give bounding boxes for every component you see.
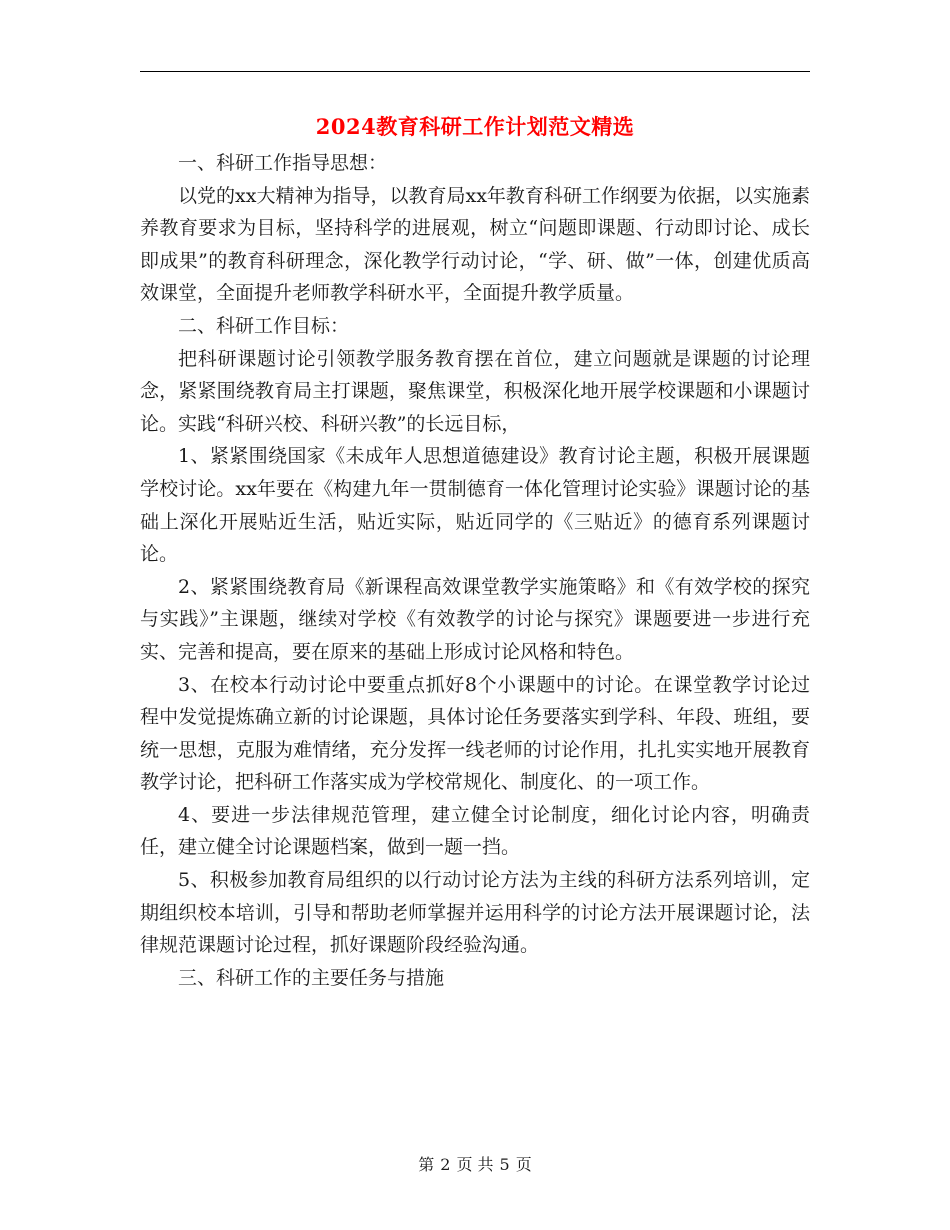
page-footer xyxy=(0,1153,950,1177)
section-heading-2: 二、科研工作目标： xyxy=(178,314,350,337)
footer-prefix: 第 xyxy=(418,1155,435,1174)
footer-suffix: 页 xyxy=(515,1155,532,1174)
footer-total-pages: 5 xyxy=(499,1155,510,1174)
footer-current-page: 2 xyxy=(440,1155,451,1174)
paragraph-item-1: 1、紧紧围绕国家《未成年人思想道德建设》教育讨论主题，积极开展课题学校讨论。xx年要在《构建九年一贯制德育一体化管理讨论实验》课题讨论的基础上深化开展贴近生活，贴近实际，贴近同学的《三贴近》的德育系列课题讨论。 xyxy=(140,445,810,566)
footer-middle: 页 共 xyxy=(456,1155,494,1174)
section-heading-3: 三、科研工作的主要任务与措施 xyxy=(178,966,445,989)
paragraph-item-3: 3、在校本行动讨论中要重点抓好8个小课题中的讨论。在课堂教学讨论过程中发觉提炼确立新的讨论课题，具体讨论任务要落实到学科、年段、班组，要统一思想，克服为难情绪，充分发挥一线老师的讨论作用，扎扎实实地开展教育教学讨论，把科研工作落实成为学校常规化、制度化、的一项工作。 xyxy=(140,673,810,794)
paragraph-item-5: 5、积极参加教育局组织的以行动讨论方法为主线的科研方法系列培训，定期组织校本培训，引导和帮助老师掌握并运用科学的讨论方法开展课题讨论，法律规范课题讨论过程，抓好课题阶段经验沟通。 xyxy=(140,869,810,957)
paragraph-item-4: 4、要进一步法律规范管理，建立健全讨论制度，细化讨论内容，明确责任，建立健全讨论课题档案，做到一题一挡。 xyxy=(140,803,810,859)
document-title: 2024教育科研工作计划范文精选 xyxy=(315,114,635,139)
document-body xyxy=(140,147,810,994)
paragraph-item-2: 2、紧紧围绕教育局《新课程高效课堂教学实施策略》和《有效学校的探究与实践》”主课题，继续对学校《有效教学的讨论与探究》课题要进一步进行充实、完善和提高，要在原来的基础上形成讨论风格和特色。 xyxy=(140,575,810,663)
paragraph-goals: 把科研课题讨论引领教学服务教育摆在首位，建立问题就是课题的讨论理念，紧紧围绕教育局主打课题，聚焦课堂，积极深化地开展学校课题和小课题讨论。实践“科研兴校、科研兴教”的长远目标， xyxy=(140,347,810,435)
section-heading-1: 一、科研工作指导思想： xyxy=(178,152,388,174)
paragraph-guiding-thought: 以党的xx大精神为指导，以教育局xx年教育科研工作纲要为依据，以实施素养教育要求为目标，坚持科学的进展观，树立“问题即课题、行动即讨论、成长即成果”的教育科研理念，深化教学行动讨论，“学、研、做”一体，创建优质高效课堂，全面提升老师教学科研水平，全面提升教学质量。 xyxy=(140,184,810,305)
header-rule xyxy=(140,71,810,72)
